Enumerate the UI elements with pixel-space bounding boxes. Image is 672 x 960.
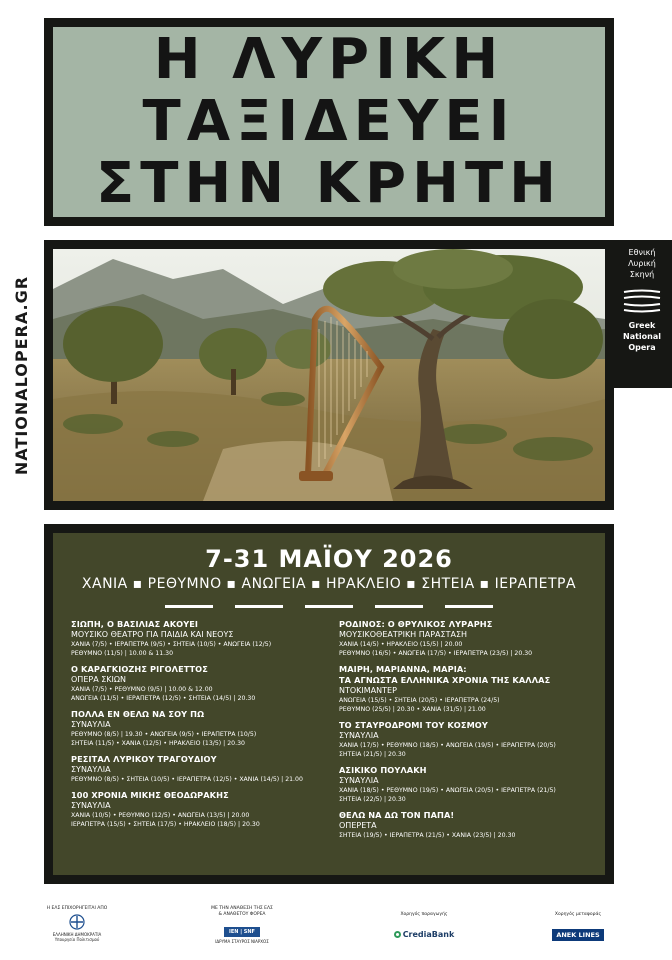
logo-english-line: Greek bbox=[628, 321, 656, 330]
title-frame bbox=[44, 18, 614, 226]
event-dates: ΑΝΩΓΕΙΑ (15/5) • ΣΗΤΕΙΑ (20/5) • ΙΕΡΑΠΕΤΡΑ (24/5) bbox=[339, 697, 500, 704]
sponsor-label: Η ΕΛΣ ΕΠΙΧΟΡΗΓΕΙΤΑΙ ΑΠΟ bbox=[46, 906, 108, 911]
event-title: ΣΙΩΠΗ, Ο ΒΑΣΙΛΙΑΣ ΑΚΟΥΕΙ bbox=[71, 619, 199, 629]
event-asikiko bbox=[339, 765, 589, 804]
logo-greek-line: Λυρική bbox=[628, 259, 656, 268]
event-genre: ΣΥΝΑΥΛΙΑ bbox=[71, 720, 111, 729]
logo-greek-text bbox=[612, 240, 672, 280]
event-dates: ΡΕΘΥΜΝΟ (8/5) • ΣΗΤΕΙΑ (10/5) • ΙΕΡΑΠΕΤΡΑ (12/5) • ΧΑΝΙΑ (14/5) | 21.00 bbox=[71, 776, 303, 783]
sponsor-anek[interactable] bbox=[538, 912, 618, 941]
event-genre: ΜΟΥΣΙΚΟΘΕΑΤΡΙΚΗ ΠΑΡΑΣΤΑΣΗ bbox=[339, 630, 468, 639]
sponsor-snf[interactable] bbox=[192, 906, 292, 944]
city-heraklion: ΗΡΑΚΛΕΙΟ ▪ bbox=[326, 576, 416, 592]
logo-greek-line: Σκηνή bbox=[629, 270, 655, 279]
title-panel bbox=[53, 27, 605, 217]
sponsor-label-2: & ΑΝΑΘΕΤΟΥ ΦΟΡΕΑ bbox=[218, 912, 266, 917]
event-genre: ΣΥΝΑΥΛΙΑ bbox=[71, 801, 111, 810]
event-title: ΑΣΙΚΙΚΟ ΠΟΥΛΑΚΗ bbox=[339, 765, 427, 775]
city-list bbox=[82, 576, 576, 592]
events-left-column bbox=[71, 619, 323, 835]
event-dates: ΡΕΘΥΜΝΟ (25/5) | 20.30 • ΧΑΝΙΑ (31/5) | 21.00 bbox=[339, 706, 486, 713]
anek-logo bbox=[538, 922, 618, 941]
divider-rule bbox=[305, 605, 353, 608]
event-title: ΘΕΛΩ ΝΑ ΔΩ ΤΟΝ ΠΑΠΑ! bbox=[339, 810, 455, 820]
divider-rule bbox=[375, 605, 423, 608]
event-recital bbox=[71, 754, 323, 784]
sponsor-sub: Υπουργείο Πολιτισμού bbox=[54, 937, 100, 942]
logo-greek-line: Εθνική bbox=[628, 248, 656, 257]
event-siopi bbox=[71, 619, 323, 658]
event-genre: ΜΟΥΣΙΚΟ ΘΕΑΤΡΟ ΓΙΑ ΠΑΙΔΙΑ ΚΑΙ ΝΕΟΥΣ bbox=[71, 630, 234, 639]
divider-rule bbox=[445, 605, 493, 608]
divider-rule bbox=[235, 605, 283, 608]
schedule-frame bbox=[44, 524, 614, 884]
event-genre: ΣΥΝΑΥΛΙΑ bbox=[339, 776, 379, 785]
image-frame bbox=[44, 240, 614, 510]
title-line-1: Η ΛΥΡΙΚΗ bbox=[153, 27, 505, 92]
event-dates: ΧΑΝΙΑ (10/5) • ΡΕΘΥΜΝΟ (12/5) • ΑΝΩΓΕΙΑ (13/5) | 20.00 bbox=[71, 812, 250, 819]
website-url[interactable]: NATIONALOPERA.GR bbox=[12, 275, 32, 475]
opera-waves-icon bbox=[622, 288, 662, 314]
event-dates: ΣΗΤΕΙΑ (21/5) | 20.30 bbox=[339, 751, 406, 758]
event-title: 100 ΧΡΟΝΙΑ ΜΙΚΗΣ ΘΕΟΔΩΡΑΚΗΣ bbox=[71, 790, 229, 800]
city-siteia: ΣΗΤΕΙΑ ▪ bbox=[421, 576, 489, 592]
event-dates: ΧΑΝΙΑ (14/5) • ΗΡΑΚΛΕΙΟ (15/5) | 20.00 bbox=[339, 641, 463, 648]
festival-dates: 7-31 ΜΑΪΟΥ 2026 bbox=[205, 545, 453, 573]
event-genre: ΟΠΕΡΑ ΣΚΙΩΝ bbox=[71, 675, 126, 684]
logo-english-text bbox=[612, 320, 672, 353]
logo-english-line: National bbox=[623, 332, 661, 341]
event-title: ΡΕΣΙΤΑΛ ΛΥΡΙΚΟΥ ΤΡΑΓΟΥΔΙΟΥ bbox=[71, 754, 217, 764]
event-dates: ΧΑΝΙΑ (7/5) • ΡΕΘΥΜΝΟ (9/5) | 10.00 & 12.00 bbox=[71, 686, 213, 693]
sponsor-ministry[interactable] bbox=[42, 906, 112, 942]
city-ierapetra: ΙΕΡΑΠΕΤΡΑ bbox=[494, 576, 577, 592]
sponsor-crediabank[interactable] bbox=[384, 912, 464, 941]
event-dates: ΧΑΝΙΑ (17/5) • ΡΕΘΥΜΝΟ (18/5) • ΑΝΩΓΕΙΑ (19/5) • ΙΕΡΑΠΕΤΡΑ (20/5) bbox=[339, 742, 556, 749]
event-dates: ΧΑΝΙΑ (7/5) • ΙΕΡΑΠΕΤΡΑ (9/5) • ΣΗΤΕΙΑ (10/5) • ΑΝΩΓΕΙΑ (12/5) bbox=[71, 641, 272, 648]
sponsor-name: ΕΛΛΗΝΙΚΗ ΔΗΜΟΚΡΑΤΙΑ bbox=[52, 932, 102, 937]
event-dates: ΣΗΤΕΙΑ (22/5) | 20.30 bbox=[339, 796, 406, 803]
schedule-panel bbox=[53, 533, 605, 875]
event-dates: ΣΗΤΕΙΑ (11/5) • ΧΑΝΙΑ (12/5) • ΗΡΑΚΛΕΙΟ (13/5) | 20.30 bbox=[71, 740, 245, 747]
crediabank-logo bbox=[384, 922, 464, 941]
event-genre: ΝΤΟΚΙΜΑΝΤΕΡ bbox=[339, 686, 397, 695]
event-papa bbox=[339, 810, 589, 840]
title-line-2: ΤΑΞΙΔΕΥΕΙ bbox=[142, 89, 516, 154]
snf-badge: IEN | SNF bbox=[224, 927, 260, 937]
event-title: ΡΟΔΙΝΟΣ: Ο ΘΡΥΛΙΚΟΣ ΛΥΡΑΡΗΣ bbox=[339, 619, 493, 629]
greek-emblem-icon bbox=[69, 914, 85, 930]
sponsor-label: Χορηγός παραγωγής bbox=[400, 912, 448, 917]
event-genre: ΟΠΕΡΕΤΑ bbox=[339, 821, 377, 830]
event-genre: ΣΥΝΑΥΛΙΑ bbox=[71, 765, 111, 774]
divider-rule bbox=[165, 605, 213, 608]
event-title: Ο ΚΑΡΑΓΚΙΟΖΗΣ ΡΙΓΟΛΕΤΤΟΣ bbox=[71, 664, 208, 674]
event-title: ΠΟΛΛΑ ΕΝ ΘΕΛΩ ΝΑ ΣΟΥ ΠΩ bbox=[71, 709, 205, 719]
event-dates: ΡΕΘΥΜΝΟ (16/5) • ΑΝΩΓΕΙΑ (17/5) • ΙΕΡΑΠΕΤΡΑ (23/5) | 20.30 bbox=[339, 650, 533, 657]
event-dates: ΡΕΘΥΜΝΟ (11/5) | 10.00 & 11.30 bbox=[71, 650, 174, 657]
event-title: ΜΑΙΡΗ, ΜΑΡΙΑΝΝΑ, ΜΑΡΙΑ: bbox=[339, 664, 467, 674]
event-karagkiozis bbox=[71, 664, 323, 703]
title-line-3: ΣΤΗΝ ΚΡΗΤΗ bbox=[95, 151, 563, 216]
event-dates: ΑΝΩΓΕΙΑ (11/5) • ΙΕΡΑΠΕΤΡΑ (12/5) • ΣΗΤΕΙΑ (14/5) | 20.30 bbox=[71, 695, 256, 702]
sponsor-label: Χορηγός μεταφοράς bbox=[554, 912, 602, 917]
event-rodinos bbox=[339, 619, 589, 658]
crediabank-name: CrediaBank bbox=[402, 930, 455, 939]
city-rethymno: ΡΕΘΥΜΝΟ ▪ bbox=[148, 576, 237, 592]
event-dates: ΡΕΘΥΜΝΟ (8/5) | 19.30 • ΑΝΩΓΕΙΑ (9/5) • ΙΕΡΑΠΕΤΡΑ (10/5) bbox=[71, 731, 257, 738]
sponsor-sub: ΙΔΡΥΜΑ ΣΤΑΥΡΟΣ ΝΙΑΡΧΟΣ bbox=[215, 939, 269, 944]
city-chania: ΧΑΝΙΑ ▪ bbox=[82, 576, 143, 592]
event-stavrodromi bbox=[339, 720, 589, 759]
event-dates: ΙΕΡΑΠΕΤΡΑ (15/5) • ΣΗΤΕΙΑ (17/5) • ΗΡΑΚΛΕΙΟ (18/5) | 20.30 bbox=[71, 821, 260, 828]
anek-name: ANEK LINES bbox=[552, 929, 603, 941]
city-list-row bbox=[53, 576, 605, 592]
event-callas bbox=[339, 664, 589, 714]
side-url bbox=[2, 240, 42, 510]
crediabank-icon bbox=[394, 931, 401, 938]
logo-english-line: Opera bbox=[628, 343, 656, 352]
event-genre: ΣΥΝΑΥΛΙΑ bbox=[339, 731, 379, 740]
event-title: ΤΟ ΣΤΑΥΡΟΔΡΟΜΙ ΤΟΥ ΚΟΣΜΟΥ bbox=[339, 720, 488, 730]
event-polla-en-thelo bbox=[71, 709, 323, 748]
city-anogeia: ΑΝΩΓΕΙΑ ▪ bbox=[242, 576, 322, 592]
harp-olive-grove-image bbox=[53, 249, 605, 501]
event-theodorakis bbox=[71, 790, 323, 829]
event-dates: ΧΑΝΙΑ (18/5) • ΡΕΘΥΜΝΟ (19/5) • ΑΝΩΓΕΙΑ (20/5) • ΙΕΡΑΠΕΤΡΑ (21/5) bbox=[339, 787, 556, 794]
events-right-column bbox=[339, 619, 589, 846]
event-title-line-2: ΤΑ ΑΓΝΩΣΤΑ ΕΛΛΗΝΙΚΑ ΧΡΟΝΙΑ ΤΗΣ ΚΑΛΛΑΣ bbox=[339, 675, 551, 685]
sponsor-label: ΜΕ ΤΗΝ ΑΝΑΘΕΣΗ ΤΗΣ ΕΛΣ bbox=[211, 906, 273, 911]
divider-rules bbox=[165, 605, 493, 608]
greek-national-opera-logo[interactable] bbox=[612, 240, 672, 388]
event-dates: ΣΗΤΕΙΑ (19/5) • ΙΕΡΑΠΕΤΡΑ (21/5) • ΧΑΝΙΑ (23/5) | 20.30 bbox=[339, 832, 516, 839]
